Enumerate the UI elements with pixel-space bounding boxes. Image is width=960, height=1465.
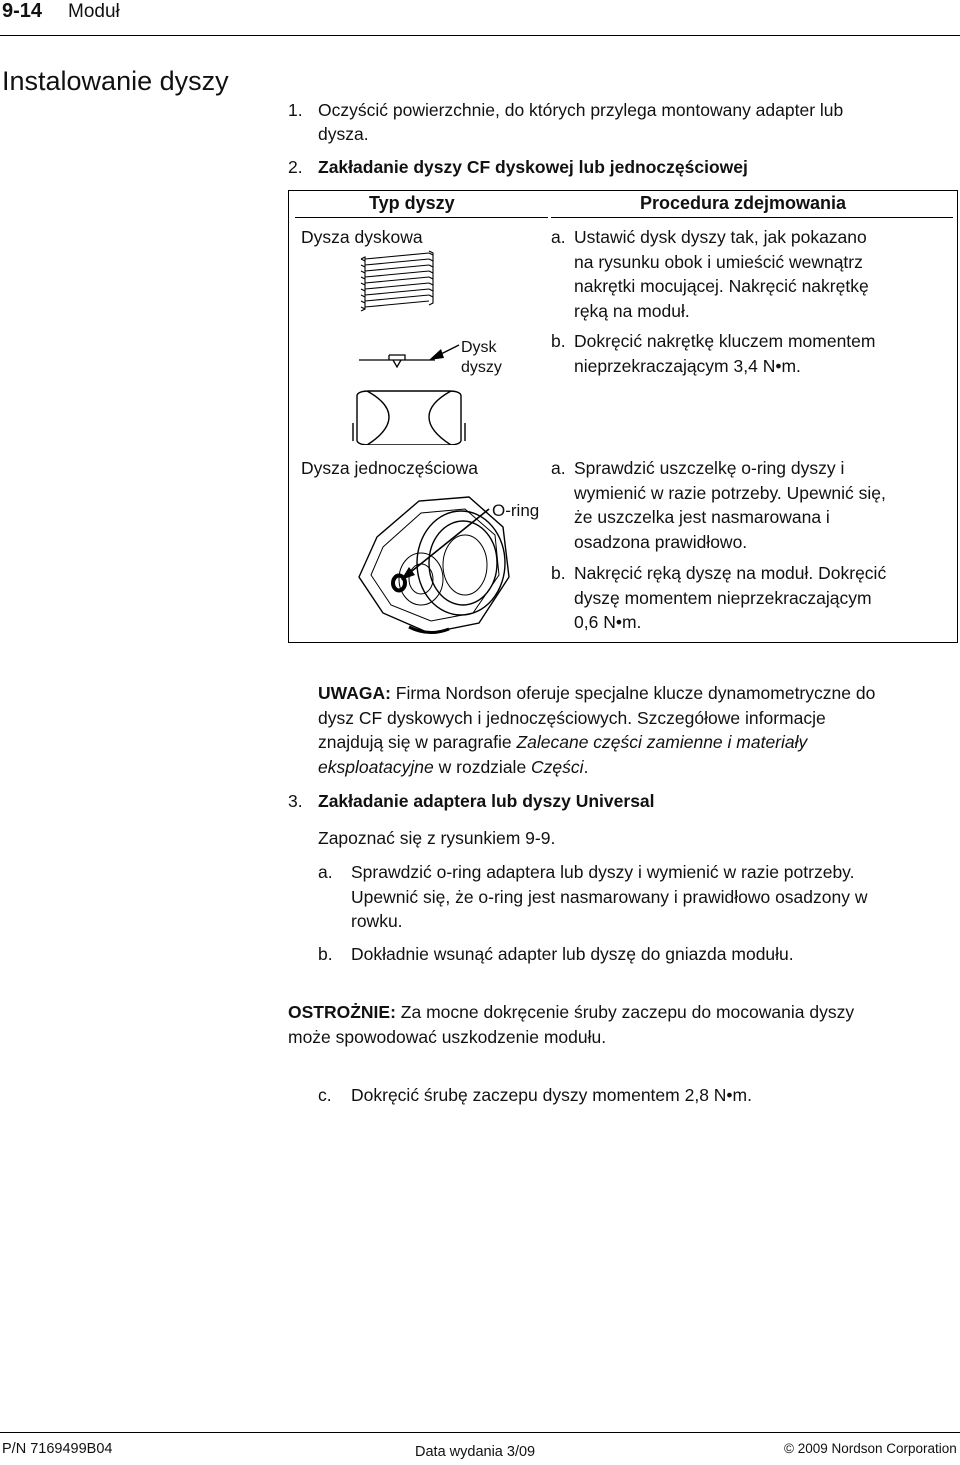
disk-nozzle-illustration — [349, 245, 469, 445]
row1-a-mark: a. — [551, 227, 566, 247]
note-line2: dysz CF dyskowych i jednoczęściowych. Szczegółowe informacje — [318, 707, 826, 728]
row1-b-line: nieprzekraczającym 3,4 N•m. — [574, 355, 801, 376]
step-3-title: Zakładanie adaptera lub dyszy Universal — [318, 791, 655, 811]
step-3-c — [318, 1083, 752, 1108]
step-3-a-mark: a. — [318, 862, 333, 882]
caution-line2: może spowodować uszkodzenie modułu. — [288, 1026, 607, 1047]
nozzle-disk-icon — [359, 355, 435, 367]
nozzle-table — [288, 190, 958, 643]
step-1 — [288, 98, 843, 123]
table-header-procedure: Procedura zdejmowania — [640, 193, 847, 213]
step-3-c-mark: c. — [318, 1085, 332, 1105]
caution — [288, 1000, 958, 1049]
row2-a-text — [574, 456, 886, 554]
section-title: Moduł — [68, 1, 120, 22]
step-1-line1: Oczyścić powierzchnie, do których przylega montowany adapter lub — [318, 100, 844, 120]
row1-b-mark: b. — [551, 331, 566, 351]
oring-label: O-ring — [492, 501, 540, 520]
caution-label: OSTROŻNIE: — [288, 1002, 396, 1022]
part-number: P/N 7169499B04 — [2, 1441, 113, 1457]
header-rule-left — [295, 217, 548, 218]
footer-rule — [0, 1432, 960, 1433]
step-2 — [288, 155, 748, 180]
step-2-title: Zakładanie dyszy CF dyskowej lub jednoczęściowej — [318, 157, 748, 177]
step-3 — [288, 789, 655, 814]
page-title: Instalowanie dyszy — [2, 66, 229, 96]
step-3-a-line: Sprawdzić o-ring adaptera lub dyszy i wymienić w razie potrzeby. — [351, 862, 855, 882]
step-3-a-line: Upewnić się, że o-ring jest nasmarowany i prawidłowo osadzony w — [351, 886, 868, 907]
hex-nut-icon — [353, 391, 465, 445]
page-number: 9-14 — [2, 0, 43, 22]
step-2-number: 2. — [288, 157, 303, 177]
row2-type: Dysza jednoczęściowa — [301, 458, 479, 478]
row2-b-text — [574, 561, 886, 635]
one-piece-nozzle-icon — [359, 497, 509, 633]
issue-date: Data wydania 3/09 — [415, 1444, 536, 1460]
row1-b-line: Dokręcić nakrętkę kluczem momentem — [574, 331, 876, 351]
step-3-number: 3. — [288, 791, 303, 811]
note — [318, 681, 958, 779]
step-1-line2: dysza. — [318, 124, 369, 144]
header-rule-right — [551, 217, 953, 218]
pointer-arrow-icon — [429, 345, 459, 360]
row2-a-line: wymienić w razie potrzeby. Upewnić się, — [574, 482, 886, 503]
row2-a-line: Sprawdzić uszczelkę o-ring dyszy i — [574, 458, 845, 478]
row1-a-line: ręką na moduł. — [574, 300, 690, 321]
caution-line1 — [288, 1000, 958, 1025]
disk-label-line1: Dysk — [461, 339, 497, 356]
row1-a-line: nakrętki mocującej. Nakręcić nakrętkę — [574, 276, 869, 296]
note-line3 — [318, 730, 958, 755]
note-line4 — [318, 755, 958, 780]
note-text: znajdują się w paragrafie — [318, 732, 517, 753]
row1-a-line: na rysunku obok i umieścić wewnątrz — [574, 251, 863, 272]
row1-a-text — [574, 225, 869, 323]
one-piece-nozzle-illustration — [349, 487, 549, 637]
row2-a-line: osadzona prawidłowo. — [574, 531, 748, 552]
step-3-a-line: rowku. — [351, 911, 403, 932]
step-3-ref: Zapoznać się z rysunkiem 9-9. — [318, 828, 556, 848]
row2-b-mark: b. — [551, 563, 566, 583]
threaded-nozzle-icon — [361, 251, 433, 311]
note-text: Firma Nordson oferuje specjalne klucze dynamometryczne do — [395, 683, 876, 703]
note-ref: Zalecane części zamienne i materiały — [516, 732, 808, 753]
note-text: w rozdziale — [433, 756, 532, 777]
step-3-a-text — [351, 860, 867, 934]
row1-step-a — [551, 225, 869, 323]
note-line1 — [318, 681, 958, 706]
row1-type: Dysza dyskowa — [301, 227, 423, 247]
row2-b-line: dyszę momentem nieprzekraczającym — [574, 587, 872, 608]
table-header-type: Typ dyszy — [369, 193, 455, 213]
row1-a-line: Ustawić dysk dyszy tak, jak pokazano — [574, 227, 867, 247]
row1-b-text — [574, 329, 875, 378]
note-ref: eksploatacyjne — [318, 756, 434, 777]
note-text: . — [583, 756, 589, 777]
row2-a-mark: a. — [551, 458, 566, 478]
row1-step-b — [551, 329, 875, 378]
step-1-number: 1. — [288, 100, 303, 120]
copyright: © 2009 Nordson Corporation — [784, 1441, 957, 1456]
row2-step-b — [551, 561, 886, 635]
step-3-a — [318, 860, 867, 934]
step-3-b — [318, 942, 794, 967]
disk-label-line2: dyszy — [461, 359, 502, 376]
caution-text: Za mocne dokręcenie śruby zaczepu do mocowania dyszy — [400, 1002, 855, 1022]
note-label: UWAGA: — [318, 683, 391, 703]
note-ref: Części — [531, 756, 584, 777]
step-3-b-mark: b. — [318, 944, 333, 964]
row2-a-line: że uszczelka jest nasmarowana i — [574, 507, 830, 527]
row2-b-line: Nakręcić ręką dyszę na moduł. Dokręcić — [574, 563, 887, 583]
row2-step-a — [551, 456, 886, 554]
header-rule — [0, 35, 960, 36]
row2-b-line: 0,6 N•m. — [574, 612, 642, 632]
step-3-c-text: Dokręcić śrubę zaczepu dyszy momentem 2,8 N•m. — [351, 1085, 752, 1105]
step-3-b-text: Dokładnie wsunąć adapter lub dyszę do gniazda modułu. — [351, 944, 794, 964]
